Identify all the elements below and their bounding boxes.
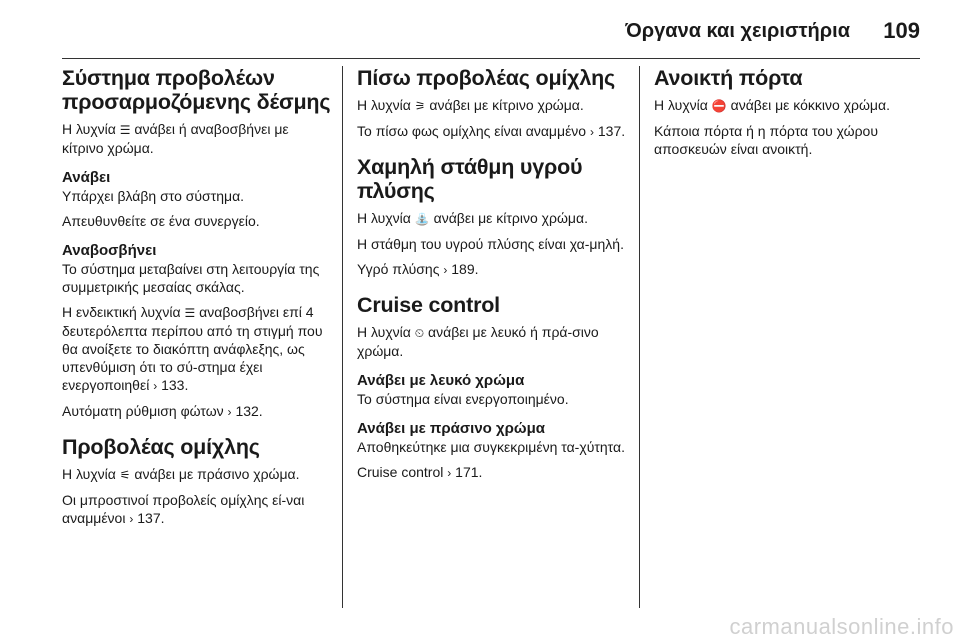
paragraph: Το πίσω φως ομίχλης είναι αναμμένο › 137. — [357, 123, 626, 139]
column-right — [654, 66, 924, 165]
paragraph: Η λυχνία ⛲ ανάβει με κίτρινο χρώμα. — [357, 210, 588, 226]
page-number: 109 — [883, 18, 920, 43]
paragraph: Αποθηκεύτηκε μια συγκεκριμένη τα-χύτητα. — [357, 439, 625, 455]
watermark: carmanualsonline.info — [729, 614, 954, 639]
washer-fluid-icon: ⛲ — [414, 212, 430, 226]
reference-arrow-icon: › — [447, 466, 452, 480]
door-open-icon: ⛔ — [711, 99, 727, 113]
page-reference[interactable]: 189. — [451, 261, 479, 277]
page-reference[interactable]: 132. — [235, 403, 263, 419]
paragraph: Η λυχνία ⚞ ανάβει με κίτρινο χρώμα. — [357, 97, 584, 113]
header-rule — [62, 58, 920, 59]
paragraph: Η στάθμη του υγρού πλύσης είναι χα-μηλή. — [357, 236, 624, 252]
subsection-title-green: Ανάβει με πράσινο χρώμα — [357, 420, 545, 437]
paragraph: Οι μπροστινοί προβολείς ομίχλης εί-ναι αναμμένοι › 137. — [62, 492, 305, 526]
column-middle — [357, 66, 627, 489]
paragraph: Η λυχνία ☰ ανάβει ή αναβοσβήνει με κίτρινο χρώμα. — [62, 121, 289, 156]
section-title-fog: Προβολέας ομίχλης — [62, 435, 260, 459]
column-divider — [639, 66, 640, 608]
paragraph: Κάποια πόρτα ή η πόρτα του χώρου αποσκευών είναι ανοικτή. — [654, 123, 878, 157]
section-title-door: Ανοικτή πόρτα — [654, 66, 803, 90]
paragraph: Το σύστημα είναι ενεργοποιημένο. — [357, 391, 569, 407]
paragraph: Υγρό πλύσης › 189. — [357, 261, 479, 277]
subsection-title-on: Ανάβει — [62, 169, 111, 186]
paragraph: Το σύστημα μεταβαίνει στη λειτουργία της συμμετρικής μεσαίας σκάλας. — [62, 261, 320, 295]
reference-arrow-icon: › — [443, 263, 448, 277]
reference-arrow-icon: › — [153, 379, 158, 393]
paragraph: Η λυχνία ⏲ ανάβει με λευκό ή πρά-σινο χρώμα. — [357, 324, 599, 359]
section-title-washer: Χαμηλή στάθμη υγρού πλύσης — [357, 155, 583, 203]
page-reference[interactable]: 171. — [455, 464, 483, 480]
afl-lamp-icon: ☰ — [119, 123, 131, 137]
reference-arrow-icon: › — [129, 512, 134, 526]
chapter-title: Όργανα και χειριστήρια — [625, 20, 850, 42]
section-title-afl: Σύστημα προβολέων προσαρμοζόμενης δέσμης — [62, 66, 331, 114]
paragraph: Απευθυνθείτε σε ένα συνεργείο. — [62, 213, 260, 229]
paragraph: Η ενδεικτική λυχνία ☰ αναβοσβήνει επί 4 δευτερόλεπτα περίπου από τη στιγμή που θα ανοίξετε το διακόπτη ανάφλεξης, ως υπενθύμιση ότι το σύ-στημα έχει ενεργοποιηθεί › 133. — [62, 304, 323, 393]
paragraph: Η λυχνία ⚟ ανάβει με πράσινο χρώμα. — [62, 466, 300, 482]
page-reference[interactable]: 137. — [137, 510, 165, 526]
subsection-title-blink: Αναβοσβήνει — [62, 242, 157, 259]
page-header — [0, 0, 960, 58]
paragraph: Cruise control › 171. — [357, 464, 483, 480]
cruise-control-icon: ⏲ — [414, 326, 425, 340]
paragraph: Αυτόματη ρύθμιση φώτων › 132. — [62, 403, 263, 419]
paragraph: Η λυχνία ⛔ ανάβει με κόκκινο χρώμα. — [654, 97, 890, 113]
page-reference[interactable]: 137. — [597, 123, 626, 139]
reference-arrow-icon: › — [227, 405, 232, 419]
page-reference[interactable]: 133. — [161, 377, 189, 393]
column-divider — [342, 66, 343, 608]
front-fog-lamp-icon: ⚟ — [119, 468, 131, 482]
column-left — [62, 66, 332, 535]
subsection-title-white: Ανάβει με λευκό χρώμα — [357, 372, 525, 389]
section-title-rear-fog: Πίσω προβολέας ομίχλης — [357, 66, 616, 90]
paragraph: Υπάρχει βλάβη στο σύστημα. — [62, 188, 245, 204]
section-title-cruise: Cruise control — [357, 293, 500, 317]
rear-fog-lamp-icon: ⚞ — [414, 99, 426, 113]
afl-lamp-icon: ☰ — [184, 306, 196, 320]
reference-arrow-icon: › — [589, 125, 594, 139]
